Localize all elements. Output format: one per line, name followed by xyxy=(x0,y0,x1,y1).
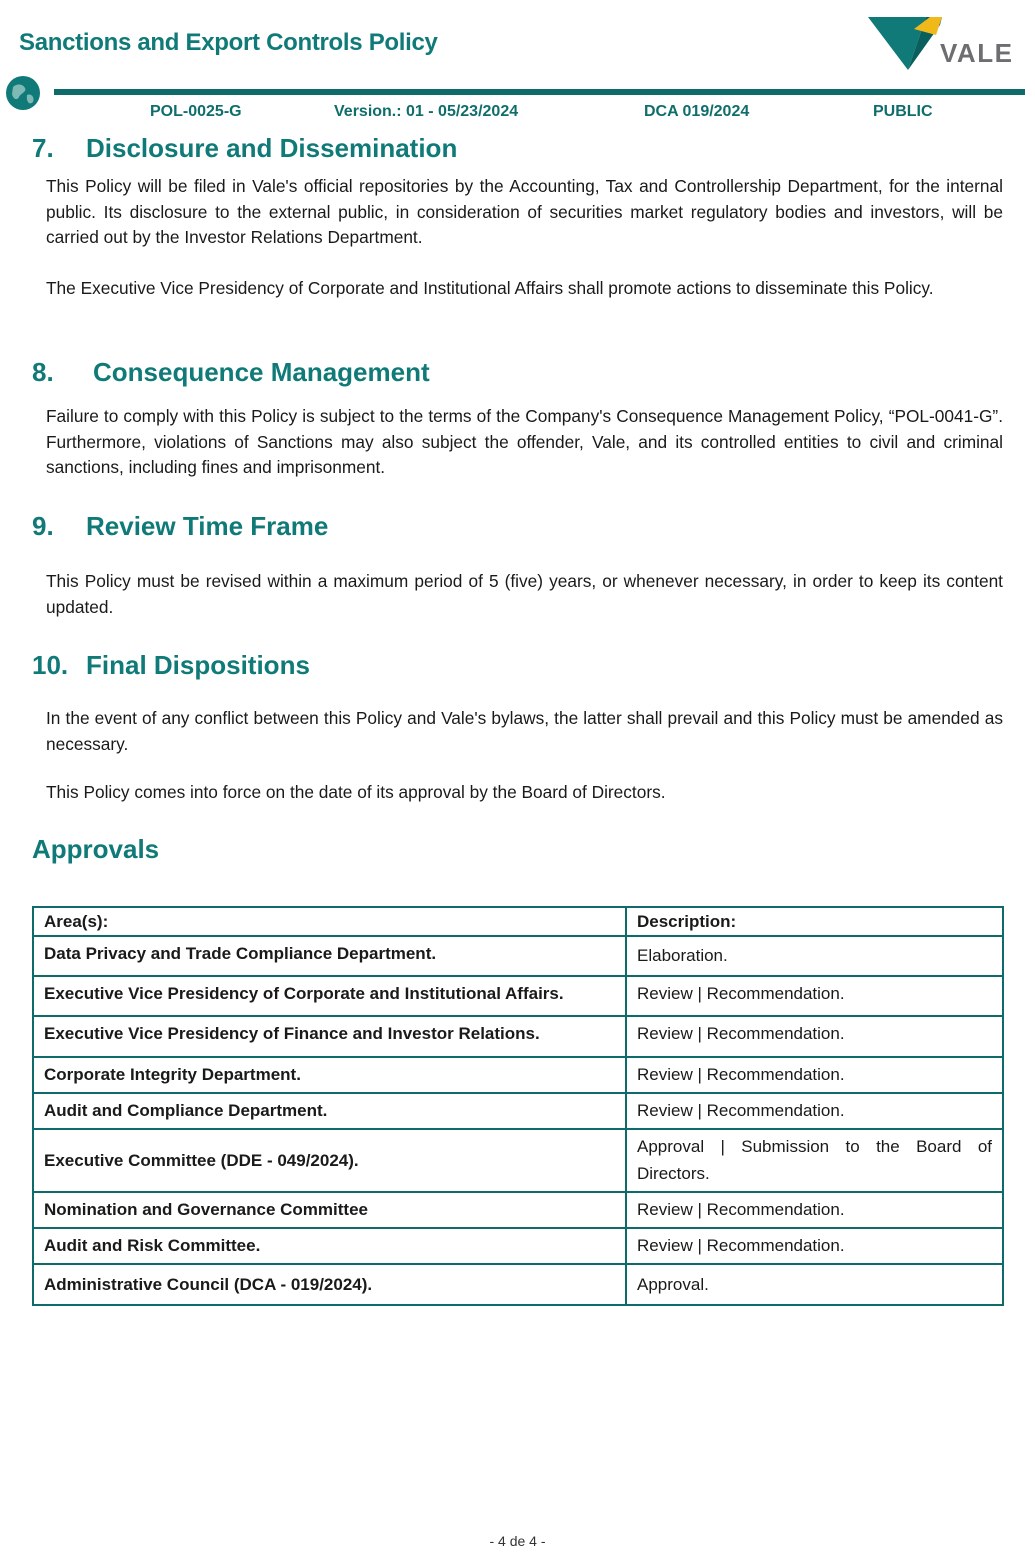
section-number: 9. xyxy=(32,511,54,541)
table-row xyxy=(33,976,1003,1016)
table-row xyxy=(33,1057,1003,1093)
description-cell: Approval | Submission to the Board of Directors. xyxy=(626,1129,1003,1192)
paragraph: The Executive Vice Presidency of Corporate and Institutional Affairs shall promote actions to disseminate this Policy. xyxy=(46,278,934,298)
vale-logo-text: VALE xyxy=(940,38,1014,68)
page-number: - 4 de 4 - xyxy=(489,1533,546,1549)
description-cell: Review | Recommendation. xyxy=(626,1192,1003,1228)
description-cell: Review | Recommendation. xyxy=(626,1093,1003,1129)
approvals-table xyxy=(32,906,1004,1306)
section-heading xyxy=(32,511,328,542)
table-header-row xyxy=(33,907,1003,936)
description-cell: Review | Recommendation. xyxy=(626,976,1003,1016)
table-row xyxy=(33,1093,1003,1129)
section-heading xyxy=(32,650,310,681)
doc-version: Version.: 01 - 05/23/2024 xyxy=(334,103,519,120)
section-heading xyxy=(32,357,430,388)
table-row xyxy=(33,936,1003,976)
section-heading xyxy=(32,133,457,164)
area-cell: Data Privacy and Trade Compliance Department. xyxy=(33,936,626,976)
paragraph: This Policy will be filed in Vale's official repositories by the Accounting, Tax and Controllership Department, for the internal public. Its disclosure to the external public, in consideration of securities market regulatory bodies and investors, will be carried out by the Investor Relations Department. xyxy=(46,176,1003,248)
paragraph: In the event of any conflict between this Policy and Vale's bylaws, the latter shall prevail and this Policy must be amended as necessary. xyxy=(46,708,1003,754)
area-cell: Corporate Integrity Department. xyxy=(33,1057,626,1093)
paragraph: This Policy must be revised within a maximum period of 5 (five) years, or whenever necessary, in order to keep its content updated. xyxy=(46,571,1003,617)
description-cell: Approval. xyxy=(626,1264,1003,1305)
area-cell: Executive Committee (DDE - 049/2024). xyxy=(33,1129,626,1192)
header-rule xyxy=(54,89,1025,95)
table-header-cell: Description: xyxy=(626,907,1003,936)
area-cell: Nomination and Governance Committee xyxy=(33,1192,626,1228)
table-row xyxy=(33,1016,1003,1057)
area-cell: Audit and Compliance Department. xyxy=(33,1093,626,1129)
description-cell: Review | Recommendation. xyxy=(626,1016,1003,1057)
document-title: Sanctions and Export Controls Policy xyxy=(19,29,438,56)
description-cell: Elaboration. xyxy=(626,936,1003,976)
description-cell: Review | Recommendation. xyxy=(626,1228,1003,1264)
area-cell: Executive Vice Presidency of Corporate and Institutional Affairs. xyxy=(33,976,626,1016)
doc-classification: PUBLIC xyxy=(873,103,933,120)
table-row xyxy=(33,1129,1003,1192)
area-cell: Audit and Risk Committee. xyxy=(33,1228,626,1264)
doc-dca: DCA 019/2024 xyxy=(644,103,750,120)
table-row xyxy=(33,1264,1003,1305)
doc-code: POL-0025-G xyxy=(150,103,242,120)
table-row xyxy=(33,1228,1003,1264)
table-row xyxy=(33,1192,1003,1228)
description-cell: Review | Recommendation. xyxy=(626,1057,1003,1093)
paragraph: This Policy comes into force on the date of its approval by the Board of Directors. xyxy=(46,782,666,802)
section-title: Consequence Management xyxy=(93,357,430,387)
section-number: 7. xyxy=(32,133,54,163)
area-cell: Administrative Council (DCA - 019/2024). xyxy=(33,1264,626,1305)
section-number: 8. xyxy=(32,357,54,387)
section-title: Disclosure and Dissemination xyxy=(86,133,458,163)
paragraph: Failure to comply with this Policy is subject to the terms of the Company's Consequence Management Policy, “POL-0041-G”. Furthermore, violations of Sanctions may also subject the offender, Vale, and its controlled entities to civil and criminal sanctions, including fines and imprisonment. xyxy=(46,406,1003,478)
section-title: Final Dispositions xyxy=(86,650,310,680)
section-number: 10. xyxy=(32,650,69,680)
globe-icon xyxy=(5,75,41,111)
table-header-cell: Area(s): xyxy=(33,907,626,936)
section-title: Review Time Frame xyxy=(86,511,329,541)
approvals-title: Approvals xyxy=(32,834,160,864)
area-cell: Executive Vice Presidency of Finance and Investor Relations. xyxy=(33,1016,626,1057)
